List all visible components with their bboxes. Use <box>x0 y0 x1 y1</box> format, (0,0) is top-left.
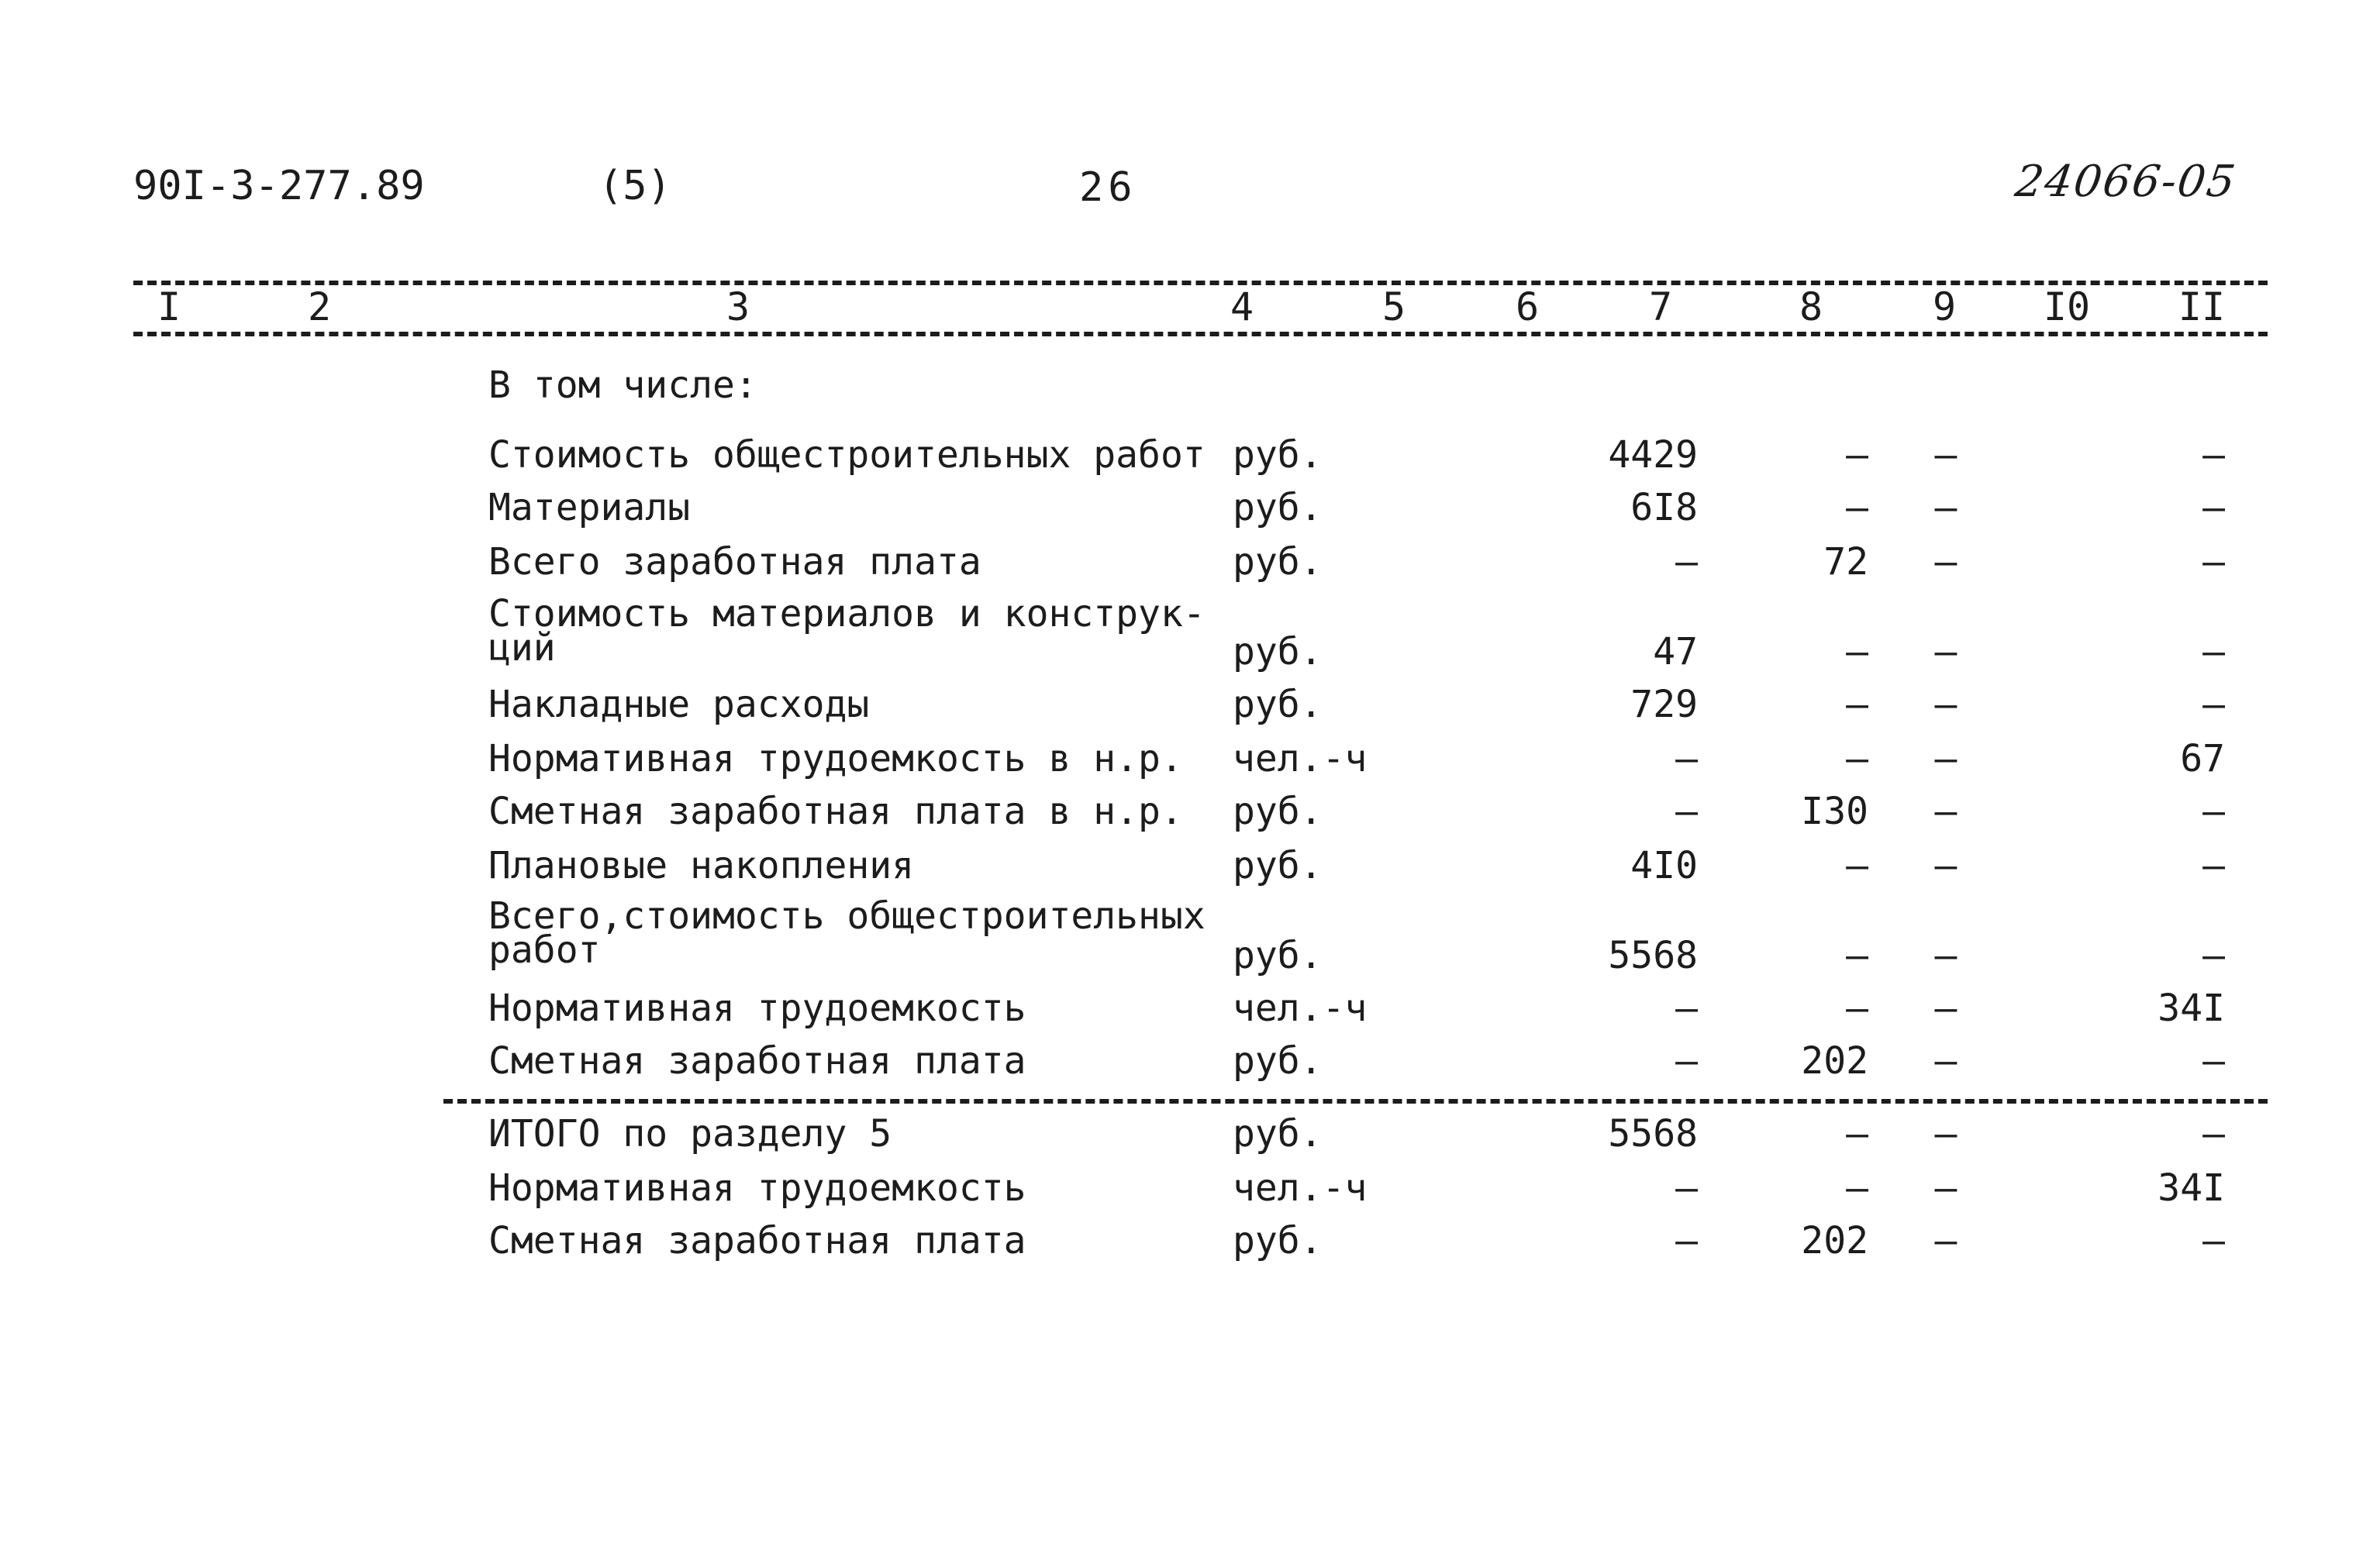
row-col11: 34I <box>2158 987 2225 1030</box>
total-col11: 34I <box>2158 1166 2225 1210</box>
row-col11: – <box>2202 844 2225 887</box>
column-number-8: 8 <box>1799 284 1823 329</box>
column-number-4: 4 <box>1230 284 1254 329</box>
total-col8: – <box>1846 1166 1868 1210</box>
row-col8: – <box>1846 987 1868 1030</box>
total-col7: 5568 <box>1608 1112 1698 1156</box>
row-name: Плановые накопления <box>488 844 915 887</box>
total-col7: – <box>1675 1166 1698 1210</box>
row-col9: – <box>1934 630 1957 673</box>
row-col9: – <box>1934 737 1957 780</box>
document-code: 90I-3-277.89 <box>133 163 425 209</box>
page-number: 26 <box>1079 164 1137 211</box>
row-unit: руб. <box>1233 683 1323 726</box>
row-col8: 202 <box>1801 1039 1868 1083</box>
row-name: Всего заработная плата <box>488 540 981 584</box>
column-number-9: 9 <box>1932 284 1957 329</box>
column-number-3: 3 <box>726 284 750 329</box>
total-col11: – <box>2202 1112 2225 1156</box>
row-unit: руб. <box>1233 844 1323 887</box>
row-unit: руб. <box>1233 934 1323 977</box>
row-col7: – <box>1675 1039 1698 1083</box>
total-col8: 202 <box>1801 1219 1868 1262</box>
row-col9: – <box>1934 987 1957 1030</box>
row-unit: руб. <box>1233 433 1323 477</box>
total-col8: – <box>1846 1112 1868 1156</box>
row-col11: – <box>2202 790 2225 833</box>
row-name: Сметная заработная плата <box>488 1039 1026 1083</box>
row-col7: – <box>1675 987 1698 1030</box>
row-col8: – <box>1846 683 1868 726</box>
totals-separator-rule <box>443 1099 2268 1104</box>
row-col8: – <box>1846 844 1868 887</box>
handwritten-stamp: 24066-05 <box>2012 157 2240 207</box>
row-name: Материалы <box>488 486 691 529</box>
row-col8: – <box>1846 433 1868 477</box>
row-col7: 47 <box>1653 630 1698 673</box>
row-col9: – <box>1934 683 1957 726</box>
row-col7: – <box>1675 790 1698 833</box>
row-name: Накладные расходы <box>488 683 870 726</box>
row-col11: – <box>2202 540 2225 584</box>
row-name: Стоимость материалов и конструк-ций <box>488 592 1206 670</box>
row-col7: 5568 <box>1608 934 1698 977</box>
row-col7: – <box>1675 737 1698 780</box>
row-name: Стоимость общестроительных работ <box>488 433 1206 477</box>
intro-label: В том числе: <box>488 363 757 407</box>
row-col9: – <box>1934 486 1957 529</box>
row-col8: 72 <box>1823 540 1868 584</box>
total-col7: – <box>1675 1219 1698 1262</box>
row-col8: I30 <box>1801 790 1868 833</box>
row-unit: чел.-ч <box>1233 987 1368 1030</box>
row-col8: – <box>1846 630 1868 673</box>
column-number-10: I0 <box>2043 284 2091 329</box>
total-name: Нормативная трудоемкость <box>488 1166 1026 1210</box>
total-unit: руб. <box>1233 1219 1323 1262</box>
row-unit: чел.-ч <box>1233 737 1368 780</box>
row-col7: 6I8 <box>1630 486 1698 529</box>
row-col11: – <box>2202 433 2225 477</box>
row-col11: – <box>2202 486 2225 529</box>
total-unit: чел.-ч <box>1233 1166 1368 1210</box>
row-col11: – <box>2202 630 2225 673</box>
row-col9: – <box>1934 540 1957 584</box>
row-col11: – <box>2202 1039 2225 1083</box>
total-name: Сметная заработная плата <box>488 1219 1026 1262</box>
row-col11: – <box>2202 934 2225 977</box>
section-number: (5) <box>598 163 671 209</box>
row-col7: 729 <box>1630 683 1698 726</box>
row-unit: руб. <box>1233 630 1323 673</box>
row-unit: руб. <box>1233 540 1323 584</box>
total-col9: – <box>1934 1219 1957 1262</box>
column-number-1: I <box>157 284 181 329</box>
row-name: Нормативная трудоемкость <box>488 987 1026 1030</box>
row-name: Нормативная трудоемкость в н.р. <box>488 737 1183 780</box>
column-number-6: 6 <box>1515 284 1540 329</box>
row-col9: – <box>1934 1039 1957 1083</box>
row-unit: руб. <box>1233 790 1323 833</box>
row-col11: 67 <box>2180 737 2225 780</box>
row-col7: – <box>1675 540 1698 584</box>
total-col9: – <box>1934 1112 1957 1156</box>
row-col9: – <box>1934 934 1957 977</box>
row-col9: – <box>1934 790 1957 833</box>
row-col8: – <box>1846 486 1868 529</box>
column-number-2: 2 <box>307 284 332 329</box>
row-col11: – <box>2202 683 2225 726</box>
row-unit: руб. <box>1233 486 1323 529</box>
row-col8: – <box>1846 934 1868 977</box>
total-unit: руб. <box>1233 1112 1323 1156</box>
column-number-7: 7 <box>1648 284 1673 329</box>
row-name: Всего,стоимость общестроительных работ <box>488 894 1206 972</box>
row-col8: – <box>1846 737 1868 780</box>
column-number-11: II <box>2178 284 2226 329</box>
total-name: ИТОГО по разделу 5 <box>488 1112 892 1156</box>
row-col9: – <box>1934 844 1957 887</box>
total-col9: – <box>1934 1166 1957 1210</box>
column-number-5: 5 <box>1381 284 1406 329</box>
row-col9: – <box>1934 433 1957 477</box>
header-bottom-rule <box>133 332 2268 336</box>
row-unit: руб. <box>1233 1039 1323 1083</box>
row-name: Сметная заработная плата в н.р. <box>488 790 1183 833</box>
total-col11: – <box>2202 1219 2225 1262</box>
row-col7: 4429 <box>1608 433 1698 477</box>
row-col7: 4I0 <box>1630 844 1698 887</box>
